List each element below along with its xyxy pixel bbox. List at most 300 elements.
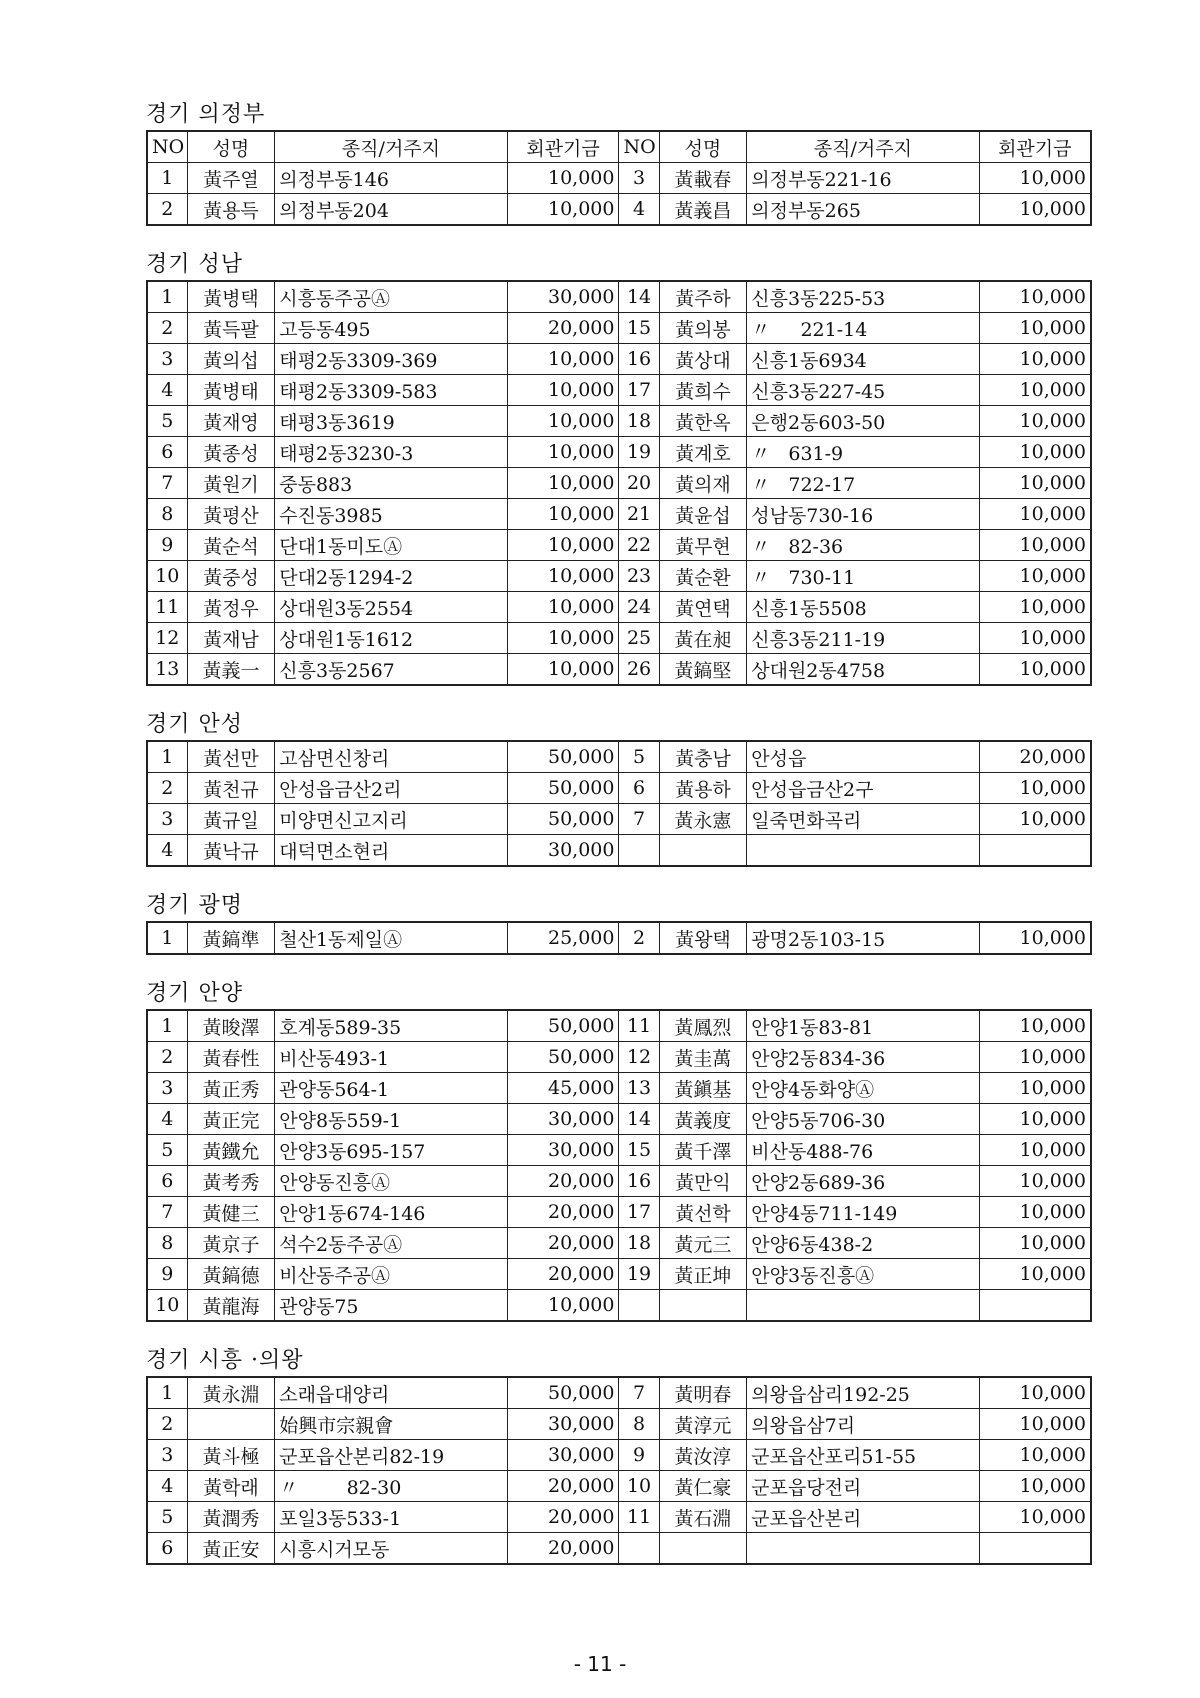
fund-amount: 10,000 (979, 1471, 1091, 1502)
member-name: 黃義度 (659, 1104, 747, 1135)
column-header-no: NO (147, 131, 187, 163)
region-title: 경기 시흥 ·의왕 (146, 1348, 304, 1373)
member-address: 군포읍산본리82-19 (275, 1440, 507, 1471)
member-address: 안양1동674-146 (275, 1197, 507, 1228)
member-no: 25 (619, 623, 659, 654)
member-address: 의정부동204 (275, 194, 507, 226)
member-no: 8 (619, 1409, 659, 1440)
fund-amount: 10,000 (979, 344, 1091, 375)
region-title: 경기 안성 (146, 712, 244, 737)
member-no: 20 (619, 468, 659, 499)
table-row (147, 375, 1091, 406)
table-row (147, 561, 1091, 592)
member-name: 黃載春 (659, 163, 747, 194)
table-row (147, 623, 1091, 654)
fund-amount: 10,000 (979, 1010, 1091, 1042)
member-address: 시흥동주공Ⓐ (275, 281, 507, 313)
fund-amount: 10,000 (507, 468, 619, 499)
member-address: 관양동75 (275, 1290, 507, 1322)
fund-amount: 10,000 (507, 194, 619, 226)
member-no: 12 (147, 623, 187, 654)
member-address: 수진동3985 (275, 499, 507, 530)
member-no: 5 (147, 406, 187, 437)
member-address: 대덕면소현리 (275, 835, 507, 867)
member-address: 상대원2동4758 (747, 654, 979, 686)
member-no: 23 (619, 561, 659, 592)
member-name: 黃正安 (187, 1533, 275, 1565)
member-address: 안양6동438-2 (747, 1228, 979, 1259)
member-no: 5 (147, 1502, 187, 1533)
member-name: 黃중성 (187, 561, 275, 592)
fund-amount: 20,000 (507, 1259, 619, 1290)
member-address: 미양면신고지리 (275, 804, 507, 835)
member-name: 黃元三 (659, 1228, 747, 1259)
member-name: 黃만익 (659, 1166, 747, 1197)
fund-amount: 50,000 (507, 1042, 619, 1073)
member-name: 黃淳元 (659, 1409, 747, 1440)
fund-amount: 30,000 (507, 1104, 619, 1135)
fund-amount: 10,000 (979, 437, 1091, 468)
member-no: 16 (619, 1166, 659, 1197)
member-name: 黃京子 (187, 1228, 275, 1259)
member-table (146, 130, 1092, 226)
member-address: 〃 82-30 (275, 1471, 507, 1502)
member-no: 2 (147, 313, 187, 344)
member-no: 17 (619, 1197, 659, 1228)
member-address: 안양2동689-36 (747, 1166, 979, 1197)
column-header-no: NO (619, 131, 659, 163)
member-address: 안양2동834-36 (747, 1042, 979, 1073)
fund-amount (979, 1290, 1091, 1322)
member-name: 黃상대 (659, 344, 747, 375)
table-row (147, 741, 1091, 773)
member-no: 7 (147, 468, 187, 499)
member-address: 비산동488-76 (747, 1135, 979, 1166)
member-address: 의왕읍삼리192-25 (747, 1377, 979, 1409)
member-address: 신흥1동5508 (747, 592, 979, 623)
fund-amount: 10,000 (507, 654, 619, 686)
member-table (146, 740, 1092, 867)
table-row (147, 1166, 1091, 1197)
member-name: 黃鳳烈 (659, 1010, 747, 1042)
fund-amount: 10,000 (979, 281, 1091, 313)
fund-amount: 20,000 (507, 1502, 619, 1533)
member-address: 〃 631-9 (747, 437, 979, 468)
fund-amount: 10,000 (507, 406, 619, 437)
table-row (147, 499, 1091, 530)
table-row (147, 194, 1091, 226)
fund-amount (979, 835, 1091, 867)
table-header-row (147, 131, 1091, 163)
member-address: 군포읍산포리51-55 (747, 1440, 979, 1471)
fund-amount: 10,000 (979, 194, 1091, 226)
member-name: 黃石淵 (659, 1502, 747, 1533)
member-address: 〃 730-11 (747, 561, 979, 592)
member-address (747, 835, 979, 867)
fund-amount: 30,000 (507, 1409, 619, 1440)
fund-amount: 50,000 (507, 773, 619, 804)
member-address: 〃 722-17 (747, 468, 979, 499)
table-row (147, 313, 1091, 344)
member-no: 7 (147, 1197, 187, 1228)
region-section (146, 979, 1092, 1322)
member-table (146, 280, 1092, 686)
member-name: 黃鎬準 (187, 922, 275, 954)
fund-amount: 10,000 (979, 1440, 1091, 1471)
fund-amount: 10,000 (979, 1228, 1091, 1259)
table-row (147, 1533, 1091, 1565)
member-no: 13 (147, 654, 187, 686)
member-name: 黃潤秀 (187, 1502, 275, 1533)
member-name: 黃용득 (187, 194, 275, 226)
column-header-addr: 종직/거주지 (275, 131, 507, 163)
member-table (146, 1009, 1092, 1322)
table-row (147, 1073, 1091, 1104)
member-name: 黃永淵 (187, 1377, 275, 1409)
fund-amount: 10,000 (979, 592, 1091, 623)
member-address: 안성읍금산2구 (747, 773, 979, 804)
fund-amount: 10,000 (979, 468, 1091, 499)
member-no: 9 (147, 1259, 187, 1290)
member-address: 안양1동83-81 (747, 1010, 979, 1042)
member-name: 黃순석 (187, 530, 275, 561)
member-address: 신흥3동211-19 (747, 623, 979, 654)
table-row (147, 835, 1091, 867)
member-address: 포일3동533-1 (275, 1502, 507, 1533)
member-address: 신흥1동6934 (747, 344, 979, 375)
member-no: 8 (147, 1228, 187, 1259)
fund-amount: 10,000 (979, 623, 1091, 654)
member-address: 시흥시거모동 (275, 1533, 507, 1565)
member-name: 黃在昶 (659, 623, 747, 654)
member-no: 14 (619, 1104, 659, 1135)
column-header-amount: 회관기금 (507, 131, 619, 163)
member-name: 黃평산 (187, 499, 275, 530)
table-row (147, 1228, 1091, 1259)
table-row (147, 804, 1091, 835)
member-address: 고삼면신창리 (275, 741, 507, 773)
member-no: 3 (147, 1440, 187, 1471)
fund-amount: 10,000 (979, 499, 1091, 530)
fund-amount: 10,000 (979, 654, 1091, 686)
member-name: 黃희수 (659, 375, 747, 406)
member-name: 黃연택 (659, 592, 747, 623)
member-no: 26 (619, 654, 659, 686)
column-header-amount: 회관기금 (979, 131, 1091, 163)
table-row (147, 406, 1091, 437)
member-name: 黃주열 (187, 163, 275, 194)
member-no: 5 (619, 741, 659, 773)
member-name: 黃鎬德 (187, 1259, 275, 1290)
member-no: 7 (619, 804, 659, 835)
member-no: 7 (619, 1377, 659, 1409)
member-name: 黃義昌 (659, 194, 747, 226)
member-no: 10 (619, 1471, 659, 1502)
fund-amount: 25,000 (507, 922, 619, 954)
member-no: 18 (619, 1228, 659, 1259)
member-table (146, 921, 1092, 955)
member-no (619, 1533, 659, 1565)
fund-amount: 10,000 (507, 375, 619, 406)
member-address: 태평2동3230-3 (275, 437, 507, 468)
member-name: 黃충남 (659, 741, 747, 773)
fund-amount: 10,000 (979, 1377, 1091, 1409)
member-no: 4 (147, 375, 187, 406)
member-no: 1 (147, 1010, 187, 1042)
member-name: 黃正完 (187, 1104, 275, 1135)
member-name: 黃주하 (659, 281, 747, 313)
member-no: 2 (147, 1409, 187, 1440)
fund-amount: 20,000 (507, 1166, 619, 1197)
member-address: 고등동495 (275, 313, 507, 344)
member-address: 비산동493-1 (275, 1042, 507, 1073)
member-no: 11 (619, 1502, 659, 1533)
member-no: 1 (147, 1377, 187, 1409)
fund-amount: 10,000 (979, 922, 1091, 954)
member-no: 19 (619, 437, 659, 468)
member-no: 6 (147, 1533, 187, 1565)
region-section (146, 250, 1092, 686)
member-name: 黃순환 (659, 561, 747, 592)
fund-amount: 50,000 (507, 741, 619, 773)
member-no: 10 (147, 561, 187, 592)
member-no: 19 (619, 1259, 659, 1290)
member-name (187, 1409, 275, 1440)
roster-page-content (146, 100, 1092, 1589)
member-address: 군포읍당전리 (747, 1471, 979, 1502)
member-address: 석수2동주공Ⓐ (275, 1228, 507, 1259)
fund-amount: 10,000 (507, 437, 619, 468)
member-address: 관양동564-1 (275, 1073, 507, 1104)
member-no: 11 (619, 1010, 659, 1042)
member-name: 黃왕택 (659, 922, 747, 954)
member-no (619, 835, 659, 867)
member-name: 黃鐵允 (187, 1135, 275, 1166)
member-address: 일죽면화곡리 (747, 804, 979, 835)
member-no: 2 (147, 1042, 187, 1073)
member-no: 17 (619, 375, 659, 406)
member-address: 중동883 (275, 468, 507, 499)
member-address: 안양4동화양Ⓐ (747, 1073, 979, 1104)
fund-amount: 10,000 (507, 530, 619, 561)
member-name: 黃선만 (187, 741, 275, 773)
member-name: 黃永憲 (659, 804, 747, 835)
fund-amount: 30,000 (507, 1135, 619, 1166)
table-row (147, 468, 1091, 499)
member-name: 黃의봉 (659, 313, 747, 344)
region-section (146, 710, 1092, 867)
column-header-addr: 종직/거주지 (747, 131, 979, 163)
member-address: 신흥3동227-45 (747, 375, 979, 406)
member-name: 黃考秀 (187, 1166, 275, 1197)
fund-amount: 10,000 (507, 344, 619, 375)
fund-amount: 10,000 (979, 406, 1091, 437)
member-no: 1 (147, 281, 187, 313)
member-no: 5 (147, 1135, 187, 1166)
fund-amount: 10,000 (979, 1166, 1091, 1197)
member-no: 10 (147, 1290, 187, 1322)
member-name: 黃春性 (187, 1042, 275, 1073)
member-name: 黃용하 (659, 773, 747, 804)
fund-amount: 10,000 (979, 1104, 1091, 1135)
fund-amount: 10,000 (979, 1259, 1091, 1290)
member-name: 黃한옥 (659, 406, 747, 437)
member-name: 黃龍海 (187, 1290, 275, 1322)
table-row (147, 163, 1091, 194)
member-no: 4 (147, 1471, 187, 1502)
member-name: 黃병태 (187, 375, 275, 406)
member-name: 黃圭萬 (659, 1042, 747, 1073)
member-no: 21 (619, 499, 659, 530)
member-name: 黃규일 (187, 804, 275, 835)
fund-amount: 10,000 (979, 773, 1091, 804)
table-row (147, 1502, 1091, 1533)
fund-amount: 50,000 (507, 1377, 619, 1409)
column-header-name: 성명 (659, 131, 747, 163)
table-row (147, 1259, 1091, 1290)
fund-amount: 30,000 (507, 835, 619, 867)
fund-amount: 10,000 (979, 1409, 1091, 1440)
member-name: 黃斗極 (187, 1440, 275, 1471)
table-row (147, 1042, 1091, 1073)
member-no: 12 (619, 1042, 659, 1073)
member-address: 의정부동221-16 (747, 163, 979, 194)
member-name: 黃明春 (659, 1377, 747, 1409)
table-row (147, 344, 1091, 375)
member-address: 의정부동146 (275, 163, 507, 194)
fund-amount: 45,000 (507, 1073, 619, 1104)
fund-amount (979, 1533, 1091, 1565)
member-no: 9 (619, 1440, 659, 1471)
member-name: 黃원기 (187, 468, 275, 499)
table-row (147, 1135, 1091, 1166)
member-address: 안성읍금산2리 (275, 773, 507, 804)
member-address: 의왕읍삼7리 (747, 1409, 979, 1440)
fund-amount: 10,000 (979, 561, 1091, 592)
region-title: 경기 안양 (146, 981, 244, 1006)
region-title: 경기 광명 (146, 893, 244, 918)
member-address (747, 1533, 979, 1565)
fund-amount: 20,000 (507, 1533, 619, 1565)
member-no: 3 (619, 163, 659, 194)
member-no: 2 (619, 922, 659, 954)
member-name (659, 835, 747, 867)
page-number: - 11 - (573, 1652, 627, 1676)
fund-amount: 20,000 (507, 1228, 619, 1259)
fund-amount: 20,000 (507, 1197, 619, 1228)
member-no: 2 (147, 773, 187, 804)
member-no (619, 1290, 659, 1322)
region-title: 경기 성남 (146, 252, 244, 277)
member-name (659, 1290, 747, 1322)
member-no: 2 (147, 194, 187, 226)
member-no: 11 (147, 592, 187, 623)
member-no: 4 (619, 194, 659, 226)
region-title: 경기 의정부 (146, 102, 266, 127)
member-name: 黃학래 (187, 1471, 275, 1502)
fund-amount: 30,000 (507, 1440, 619, 1471)
fund-amount: 50,000 (507, 804, 619, 835)
member-name: 黃義一 (187, 654, 275, 686)
member-no: 18 (619, 406, 659, 437)
member-name: 黃의재 (659, 468, 747, 499)
member-name: 黃병택 (187, 281, 275, 313)
fund-amount: 10,000 (979, 530, 1091, 561)
member-no: 3 (147, 1073, 187, 1104)
member-no: 4 (147, 1104, 187, 1135)
fund-amount: 10,000 (979, 1197, 1091, 1228)
member-address: 안성읍 (747, 741, 979, 773)
member-address: 안양8동559-1 (275, 1104, 507, 1135)
member-address: 상대원3동2554 (275, 592, 507, 623)
fund-amount: 10,000 (507, 1290, 619, 1322)
fund-amount: 10,000 (979, 804, 1091, 835)
table-row (147, 1409, 1091, 1440)
fund-amount: 10,000 (979, 1502, 1091, 1533)
member-no: 1 (147, 163, 187, 194)
member-address: 始興市宗親會 (275, 1409, 507, 1440)
fund-amount: 10,000 (979, 1073, 1091, 1104)
member-name: 黃천규 (187, 773, 275, 804)
member-address: 안양4동711-149 (747, 1197, 979, 1228)
member-address: 안양동진흥Ⓐ (275, 1166, 507, 1197)
member-address: 단대2동1294-2 (275, 561, 507, 592)
member-address (747, 1290, 979, 1322)
table-row (147, 1104, 1091, 1135)
member-name: 黃계호 (659, 437, 747, 468)
table-row (147, 437, 1091, 468)
member-no: 24 (619, 592, 659, 623)
fund-amount: 20,000 (979, 741, 1091, 773)
table-row (147, 1471, 1091, 1502)
member-address: 철산1동제일Ⓐ (275, 922, 507, 954)
member-name: 黃윤섭 (659, 499, 747, 530)
member-address: 〃 82-36 (747, 530, 979, 561)
fund-amount: 50,000 (507, 1010, 619, 1042)
member-name: 黃재남 (187, 623, 275, 654)
fund-amount: 10,000 (979, 375, 1091, 406)
member-no: 22 (619, 530, 659, 561)
member-address: 안양3동695-157 (275, 1135, 507, 1166)
member-address: 의정부동265 (747, 194, 979, 226)
member-no: 1 (147, 741, 187, 773)
member-address: 태평2동3309-369 (275, 344, 507, 375)
member-name: 黃정우 (187, 592, 275, 623)
member-no: 14 (619, 281, 659, 313)
fund-amount: 20,000 (507, 313, 619, 344)
member-name: 黃재영 (187, 406, 275, 437)
member-no: 16 (619, 344, 659, 375)
column-header-name: 성명 (187, 131, 275, 163)
fund-amount: 10,000 (979, 1042, 1091, 1073)
member-name: 黃正坤 (659, 1259, 747, 1290)
table-row (147, 1377, 1091, 1409)
member-address: 비산동주공Ⓐ (275, 1259, 507, 1290)
member-name (659, 1533, 747, 1565)
member-name: 黃득팔 (187, 313, 275, 344)
member-address: 안양3동진흥Ⓐ (747, 1259, 979, 1290)
member-address: 상대원1동1612 (275, 623, 507, 654)
fund-amount: 10,000 (507, 499, 619, 530)
fund-amount: 10,000 (979, 313, 1091, 344)
member-address: 태평3동3619 (275, 406, 507, 437)
member-no: 3 (147, 344, 187, 375)
fund-amount: 10,000 (507, 623, 619, 654)
member-no: 3 (147, 804, 187, 835)
member-address: 광명2동103-15 (747, 922, 979, 954)
member-address: 성남동730-16 (747, 499, 979, 530)
member-table (146, 1376, 1092, 1565)
